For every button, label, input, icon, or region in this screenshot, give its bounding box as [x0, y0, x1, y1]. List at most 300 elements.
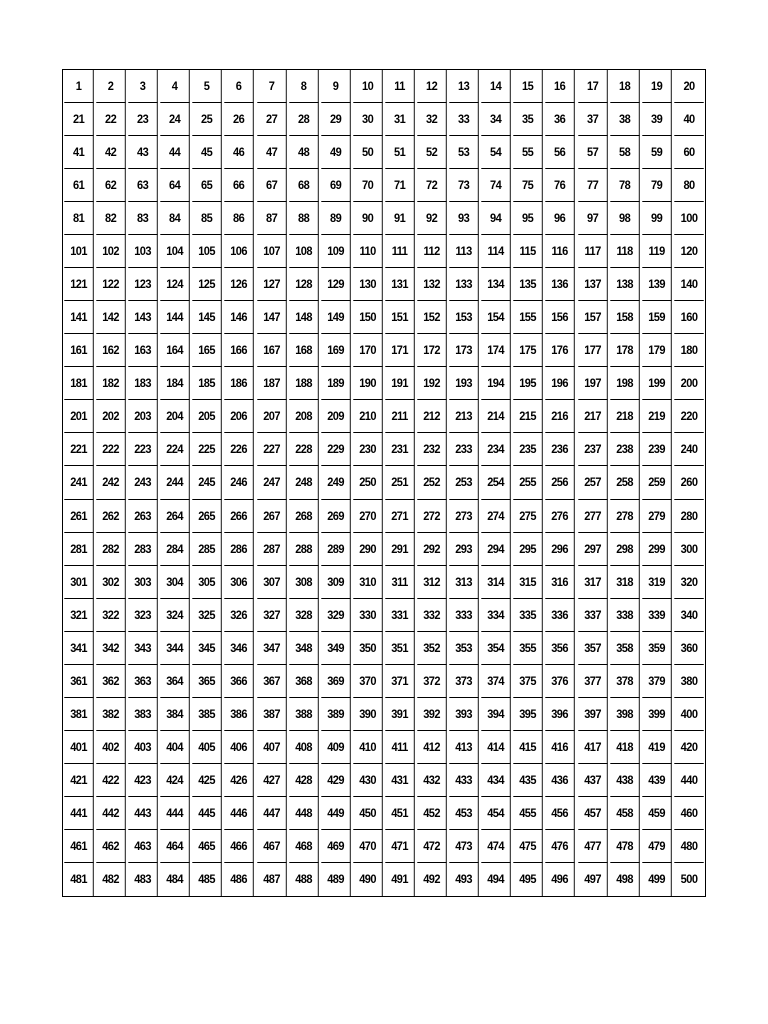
number-cell: 26: [225, 103, 255, 136]
number-cell: 101: [64, 235, 94, 268]
number-cell: 347: [257, 632, 287, 665]
number-cell: 133: [449, 268, 479, 301]
number-cell: 242: [96, 466, 126, 499]
number-cell: 234: [482, 433, 512, 466]
number-cell: 405: [193, 731, 223, 764]
number-cell: 247: [257, 466, 287, 499]
number-cell: 201: [64, 400, 94, 433]
number-cell: 104: [161, 235, 191, 268]
number-cell: 239: [642, 433, 672, 466]
number-cell: 288: [289, 533, 319, 566]
number-cell: 328: [289, 599, 319, 632]
number-cell: 15: [514, 70, 544, 103]
number-cell: 301: [64, 566, 94, 599]
number-cell: 253: [449, 466, 479, 499]
number-cell: 454: [482, 797, 512, 830]
number-cell: 210: [353, 400, 383, 433]
number-cell: 467: [257, 830, 287, 863]
number-cell: 458: [610, 797, 640, 830]
number-cell: 275: [514, 500, 544, 533]
number-cell: 442: [96, 797, 126, 830]
number-cell: 68: [289, 169, 319, 202]
number-cell: 60: [674, 136, 704, 169]
number-cell: 2: [96, 70, 126, 103]
number-cell: 368: [289, 665, 319, 698]
number-cell: 37: [578, 103, 608, 136]
number-cell: 8: [289, 70, 319, 103]
number-cell: 16: [546, 70, 576, 103]
number-cell: 264: [161, 500, 191, 533]
number-cell: 428: [289, 764, 319, 797]
number-cell: 293: [449, 533, 479, 566]
number-cell: 459: [642, 797, 672, 830]
number-cell: 17: [578, 70, 608, 103]
number-cell: 45: [193, 136, 223, 169]
number-cell: 170: [353, 334, 383, 367]
number-cell: 434: [482, 764, 512, 797]
number-cell: 311: [385, 566, 415, 599]
number-cell: 220: [674, 400, 704, 433]
number-cell: 309: [321, 566, 351, 599]
number-cell: 279: [642, 500, 672, 533]
number-cell: 84: [161, 202, 191, 235]
number-cell: 260: [674, 466, 704, 499]
number-cell: 156: [546, 301, 576, 334]
number-cell: 284: [161, 533, 191, 566]
number-cell: 306: [225, 566, 255, 599]
number-cell: 382: [96, 698, 126, 731]
number-cell: 181: [64, 367, 94, 400]
number-cell: 138: [610, 268, 640, 301]
number-cell: 413: [449, 731, 479, 764]
number-cell: 151: [385, 301, 415, 334]
number-cell: 485: [193, 863, 223, 896]
number-cell: 290: [353, 533, 383, 566]
number-cell: 310: [353, 566, 383, 599]
number-cell: 438: [610, 764, 640, 797]
number-cell: 492: [417, 863, 447, 896]
number-cell: 54: [482, 136, 512, 169]
number-cell: 404: [161, 731, 191, 764]
number-cell: 164: [161, 334, 191, 367]
number-cell: 193: [449, 367, 479, 400]
number-cell: 248: [289, 466, 319, 499]
number-cell: 41: [64, 136, 94, 169]
number-cell: 498: [610, 863, 640, 896]
number-cell: 435: [514, 764, 544, 797]
number-cell: 55: [514, 136, 544, 169]
number-cell: 171: [385, 334, 415, 367]
number-cell: 132: [417, 268, 447, 301]
number-cell: 92: [417, 202, 447, 235]
number-cell: 91: [385, 202, 415, 235]
number-cell: 123: [128, 268, 158, 301]
number-cell: 327: [257, 599, 287, 632]
number-cell: 403: [128, 731, 158, 764]
number-cell: 482: [96, 863, 126, 896]
number-cell: 476: [546, 830, 576, 863]
number-cell: 477: [578, 830, 608, 863]
number-cell: 396: [546, 698, 576, 731]
number-cell: 179: [642, 334, 672, 367]
number-cell: 340: [674, 599, 704, 632]
number-cell: 199: [642, 367, 672, 400]
number-cell: 236: [546, 433, 576, 466]
number-cell: 71: [385, 169, 415, 202]
number-cell: 231: [385, 433, 415, 466]
number-cell: 433: [449, 764, 479, 797]
number-cell: 122: [96, 268, 126, 301]
number-cell: 143: [128, 301, 158, 334]
number-cell: 292: [417, 533, 447, 566]
number-cell: 436: [546, 764, 576, 797]
number-cell: 182: [96, 367, 126, 400]
number-cell: 49: [321, 136, 351, 169]
number-cell: 470: [353, 830, 383, 863]
number-cell: 152: [417, 301, 447, 334]
number-cell: 88: [289, 202, 319, 235]
number-cell: 30: [353, 103, 383, 136]
number-cell: 392: [417, 698, 447, 731]
number-cell: 246: [225, 466, 255, 499]
number-cell: 285: [193, 533, 223, 566]
number-cell: 194: [482, 367, 512, 400]
number-cell: 222: [96, 433, 126, 466]
number-cell: 386: [225, 698, 255, 731]
number-cell: 83: [128, 202, 158, 235]
number-cell: 27: [257, 103, 287, 136]
number-cell: 46: [225, 136, 255, 169]
number-cell: 221: [64, 433, 94, 466]
number-cell: 232: [417, 433, 447, 466]
number-cell: 137: [578, 268, 608, 301]
number-cell: 319: [642, 566, 672, 599]
number-cell: 266: [225, 500, 255, 533]
number-cell: 139: [642, 268, 672, 301]
number-cell: 384: [161, 698, 191, 731]
number-cell: 437: [578, 764, 608, 797]
number-cell: 317: [578, 566, 608, 599]
number-cell: 261: [64, 500, 94, 533]
number-cell: 360: [674, 632, 704, 665]
number-cell: 322: [96, 599, 126, 632]
number-cell: 48: [289, 136, 319, 169]
number-cell: 424: [161, 764, 191, 797]
number-cell: 407: [257, 731, 287, 764]
number-cell: 473: [449, 830, 479, 863]
number-cell: 134: [482, 268, 512, 301]
number-cell: 278: [610, 500, 640, 533]
number-cell: 102: [96, 235, 126, 268]
number-cell: 263: [128, 500, 158, 533]
number-cell: 379: [642, 665, 672, 698]
number-cell: 487: [257, 863, 287, 896]
number-cell: 189: [321, 367, 351, 400]
number-cell: 316: [546, 566, 576, 599]
number-cell: 387: [257, 698, 287, 731]
number-cell: 429: [321, 764, 351, 797]
number-cell: 381: [64, 698, 94, 731]
number-cell: 314: [482, 566, 512, 599]
number-cell: 455: [514, 797, 544, 830]
number-cell: 364: [161, 665, 191, 698]
number-cell: 417: [578, 731, 608, 764]
number-cell: 335: [514, 599, 544, 632]
number-cell: 223: [128, 433, 158, 466]
number-cell: 411: [385, 731, 415, 764]
number-cell: 326: [225, 599, 255, 632]
number-cell: 34: [482, 103, 512, 136]
number-cell: 391: [385, 698, 415, 731]
number-cell: 64: [161, 169, 191, 202]
number-cell: 376: [546, 665, 576, 698]
number-cell: 65: [193, 169, 223, 202]
number-cell: 29: [321, 103, 351, 136]
number-cell: 348: [289, 632, 319, 665]
number-cell: 323: [128, 599, 158, 632]
number-cell: 491: [385, 863, 415, 896]
number-cell: 394: [482, 698, 512, 731]
number-cell: 168: [289, 334, 319, 367]
number-cell: 388: [289, 698, 319, 731]
number-cell: 120: [674, 235, 704, 268]
number-cell: 11: [385, 70, 415, 103]
number-cell: 110: [353, 235, 383, 268]
number-cell: 274: [482, 500, 512, 533]
number-cell: 412: [417, 731, 447, 764]
number-cell: 124: [161, 268, 191, 301]
number-cell: 87: [257, 202, 287, 235]
number-cell: 439: [642, 764, 672, 797]
number-cell: 277: [578, 500, 608, 533]
number-cell: 243: [128, 466, 158, 499]
number-cell: 115: [514, 235, 544, 268]
number-cell: 365: [193, 665, 223, 698]
number-cell: 28: [289, 103, 319, 136]
number-cell: 105: [193, 235, 223, 268]
number-cell: 61: [64, 169, 94, 202]
number-cell: 344: [161, 632, 191, 665]
number-cell: 351: [385, 632, 415, 665]
number-cell: 69: [321, 169, 351, 202]
number-cell: 357: [578, 632, 608, 665]
number-cell: 421: [64, 764, 94, 797]
number-cell: 130: [353, 268, 383, 301]
number-cell: 289: [321, 533, 351, 566]
number-cell: 113: [449, 235, 479, 268]
number-cell: 81: [64, 202, 94, 235]
number-cell: 241: [64, 466, 94, 499]
number-cell: 56: [546, 136, 576, 169]
number-cell: 312: [417, 566, 447, 599]
number-cell: 465: [193, 830, 223, 863]
number-cell: 414: [482, 731, 512, 764]
number-cell: 127: [257, 268, 287, 301]
number-cell: 78: [610, 169, 640, 202]
number-cell: 18: [610, 70, 640, 103]
number-cell: 336: [546, 599, 576, 632]
number-cell: 1: [64, 70, 94, 103]
number-cell: 216: [546, 400, 576, 433]
number-cell: 190: [353, 367, 383, 400]
number-cell: 166: [225, 334, 255, 367]
number-cell: 315: [514, 566, 544, 599]
number-cell: 416: [546, 731, 576, 764]
number-cell: 305: [193, 566, 223, 599]
number-cell: 440: [674, 764, 704, 797]
number-cell: 383: [128, 698, 158, 731]
number-cell: 282: [96, 533, 126, 566]
number-cell: 443: [128, 797, 158, 830]
number-cell: 300: [674, 533, 704, 566]
number-cell: 108: [289, 235, 319, 268]
number-cell: 63: [128, 169, 158, 202]
number-cell: 420: [674, 731, 704, 764]
number-cell: 39: [642, 103, 672, 136]
number-cell: 148: [289, 301, 319, 334]
number-cell: 249: [321, 466, 351, 499]
number-cell: 499: [642, 863, 672, 896]
number-cell: 6: [225, 70, 255, 103]
number-cell: 257: [578, 466, 608, 499]
number-cell: 490: [353, 863, 383, 896]
number-cell: 173: [449, 334, 479, 367]
number-cell: 97: [578, 202, 608, 235]
number-cell: 380: [674, 665, 704, 698]
number-cell: 378: [610, 665, 640, 698]
number-cell: 183: [128, 367, 158, 400]
number-cell: 273: [449, 500, 479, 533]
number-cell: 19: [642, 70, 672, 103]
number-cell: 13: [449, 70, 479, 103]
number-cell: 308: [289, 566, 319, 599]
number-cell: 484: [161, 863, 191, 896]
number-cell: 47: [257, 136, 287, 169]
number-cell: 488: [289, 863, 319, 896]
number-cell: 447: [257, 797, 287, 830]
number-cell: 330: [353, 599, 383, 632]
number-cell: 5: [193, 70, 223, 103]
number-cell: 373: [449, 665, 479, 698]
number-cell: 203: [128, 400, 158, 433]
number-cell: 50: [353, 136, 383, 169]
number-cell: 472: [417, 830, 447, 863]
number-cell: 237: [578, 433, 608, 466]
number-cell: 21: [64, 103, 94, 136]
number-cell: 167: [257, 334, 287, 367]
number-cell: 62: [96, 169, 126, 202]
number-cell: 427: [257, 764, 287, 797]
number-cell: 192: [417, 367, 447, 400]
number-cell: 377: [578, 665, 608, 698]
number-cell: 58: [610, 136, 640, 169]
number-cell: 496: [546, 863, 576, 896]
number-cell: 478: [610, 830, 640, 863]
number-cell: 212: [417, 400, 447, 433]
number-cell: 7: [257, 70, 287, 103]
number-cell: 32: [417, 103, 447, 136]
number-cell: 500: [680, 872, 698, 887]
number-cell: 259: [642, 466, 672, 499]
number-cell: 174: [482, 334, 512, 367]
number-cell: 218: [610, 400, 640, 433]
number-cell: 354: [482, 632, 512, 665]
number-cell: 475: [514, 830, 544, 863]
number-cell: 408: [289, 731, 319, 764]
number-cell: 31: [385, 103, 415, 136]
number-cell: 10: [353, 70, 383, 103]
number-cell: 145: [193, 301, 223, 334]
number-cell: 280: [674, 500, 704, 533]
number-cell: 390: [353, 698, 383, 731]
number-cell: 129: [321, 268, 351, 301]
number-cell: 106: [225, 235, 255, 268]
number-cell: 235: [514, 433, 544, 466]
number-cell: 432: [417, 764, 447, 797]
number-cell: 67: [257, 169, 287, 202]
number-cell: 146: [225, 301, 255, 334]
number-cell: 197: [578, 367, 608, 400]
number-cell: 254: [482, 466, 512, 499]
number-cell: 213: [449, 400, 479, 433]
number-cell: 426: [225, 764, 255, 797]
number-cell: 345: [193, 632, 223, 665]
number-cell: 228: [289, 433, 319, 466]
number-cell: 229: [321, 433, 351, 466]
number-cell: 359: [642, 632, 672, 665]
number-cell: 111: [385, 235, 415, 268]
number-cell: 418: [610, 731, 640, 764]
number-cell: 121: [64, 268, 94, 301]
number-cell: 471: [385, 830, 415, 863]
number-cell: 94: [482, 202, 512, 235]
number-cell: 230: [353, 433, 383, 466]
number-cell: 3: [128, 70, 158, 103]
number-cell: 205: [193, 400, 223, 433]
number-cell: 329: [321, 599, 351, 632]
number-cell: 225: [193, 433, 223, 466]
number-cell: 158: [610, 301, 640, 334]
number-cell: 52: [417, 136, 447, 169]
number-cell: 268: [289, 500, 319, 533]
number-cell: 90: [353, 202, 383, 235]
number-cell: 77: [578, 169, 608, 202]
number-cell: 358: [610, 632, 640, 665]
number-cell: 80: [674, 169, 704, 202]
number-cell: 334: [482, 599, 512, 632]
number-cell: 256: [546, 466, 576, 499]
number-cell: 35: [514, 103, 544, 136]
number-cell: 401: [64, 731, 94, 764]
number-cell: 224: [161, 433, 191, 466]
number-cell: 24: [161, 103, 191, 136]
number-cell: 294: [482, 533, 512, 566]
number-cell: 178: [610, 334, 640, 367]
number-cell: 466: [225, 830, 255, 863]
number-cell: 363: [128, 665, 158, 698]
number-cell: 462: [96, 830, 126, 863]
number-cell: 346: [225, 632, 255, 665]
number-cell: 4: [161, 70, 191, 103]
number-cell: 187: [257, 367, 287, 400]
number-cell: 461: [64, 830, 94, 863]
number-cell: 107: [257, 235, 287, 268]
number-cell: 195: [514, 367, 544, 400]
number-cell: 451: [385, 797, 415, 830]
number-cell: 175: [514, 334, 544, 367]
number-cell: 385: [193, 698, 223, 731]
number-cell: 397: [578, 698, 608, 731]
